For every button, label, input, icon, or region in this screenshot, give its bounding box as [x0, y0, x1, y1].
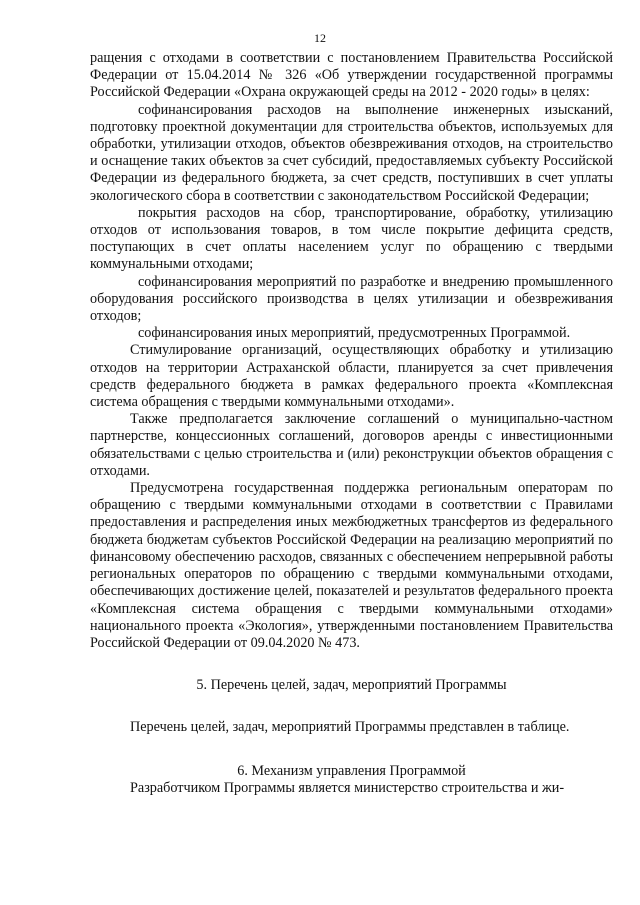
paragraph-item-other: софинансирования иных мероприятий, предусмотренных Программой. [138, 325, 571, 342]
section-heading-6: 6. Механизм управления Программой [237, 762, 466, 779]
page-body [90, 50, 613, 797]
page-number: 12 [314, 31, 326, 45]
paragraph-stimulation: Стимулирование организаций, осуществляющих обработку и утилизацию отходов на территории Астраханской области, планируется за счет привлечения средств федерального бюджета в рамках федерального проекта «Комплексная система обращения с твердыми коммунальными отходами». [90, 342, 613, 411]
section-heading-5: 5. Перечень целей, задач, мероприятий Программы [196, 677, 507, 694]
paragraph-item-engineering: софинансирования расходов на выполнение инженерных изысканий, подготовку проектной документации для строительства объектов, используемых для обработки, утилизации отходов, объектов обезвреживания отходов, на строительство и оснащение таких объектов за счет субсидий, предоставляемых субъекту Российской Федерации из федерального бюджета, за счет средств, поступивших в счет уплаты экологического сбора в соответствии с законодательством Российской Федерации; [90, 101, 613, 204]
paragraph-intro: ращения с отходами в соответствии с постановлением Правительства Российской Федерации от 15.04.2014 № 326 «Об утверждении государственной программы Российской Федерации «Охрана окружающей среды на 2012 - 2020 годы» в целях: [90, 50, 613, 101]
paragraph-state-support: Предусмотрена государственная поддержка региональным операторам по обращению с твердыми коммунальными отходами в соответствии с Правилами предоставления и распределения иных межбюджетных трансфертов из федерального бюджета бюджетам субъектов Российской Федерации на реализацию мероприятий по финансовому обеспечению расходов, связанных с обеспечением непрерывной работы региональных операторов по обращению с твердыми коммунальными отходами, обеспечивающих достижение целей, показателей и результатов федерального проекта «Комплексная система обращения с твердыми коммунальными отходами» национального проекта «Экология», утвержденными постановлением Правительства Российской Федерации от 09.04.2020 № 473. [90, 480, 613, 651]
paragraph-item-equipment: софинансирования мероприятий по разработке и внедрению промышленного оборудования российского производства в целях утилизации и обезвреживания отходов; [90, 273, 613, 325]
paragraph-item-collection: покрытия расходов на сбор, транспортирование, обработку, утилизацию отходов от использования товаров, в том числе покрытие дефицита средств, поступающих в счет оплаты населением услуг по обращению с твердыми коммунальными отходами; [90, 204, 613, 273]
paragraph-developer: Разработчиком Программы является министерство строительства и жи- [130, 779, 565, 796]
paragraph-agreements: Также предполагается заключение соглашений о муниципально-частном партнерстве, концессионных соглашений, договоров аренды с инвестиционными обязательствами с целью строительства и (или) реконструкции объектов обращения с отходами. [90, 411, 613, 479]
paragraph-list-reference: Перечень целей, задач, мероприятий Программы представлен в таблице. [130, 719, 570, 736]
